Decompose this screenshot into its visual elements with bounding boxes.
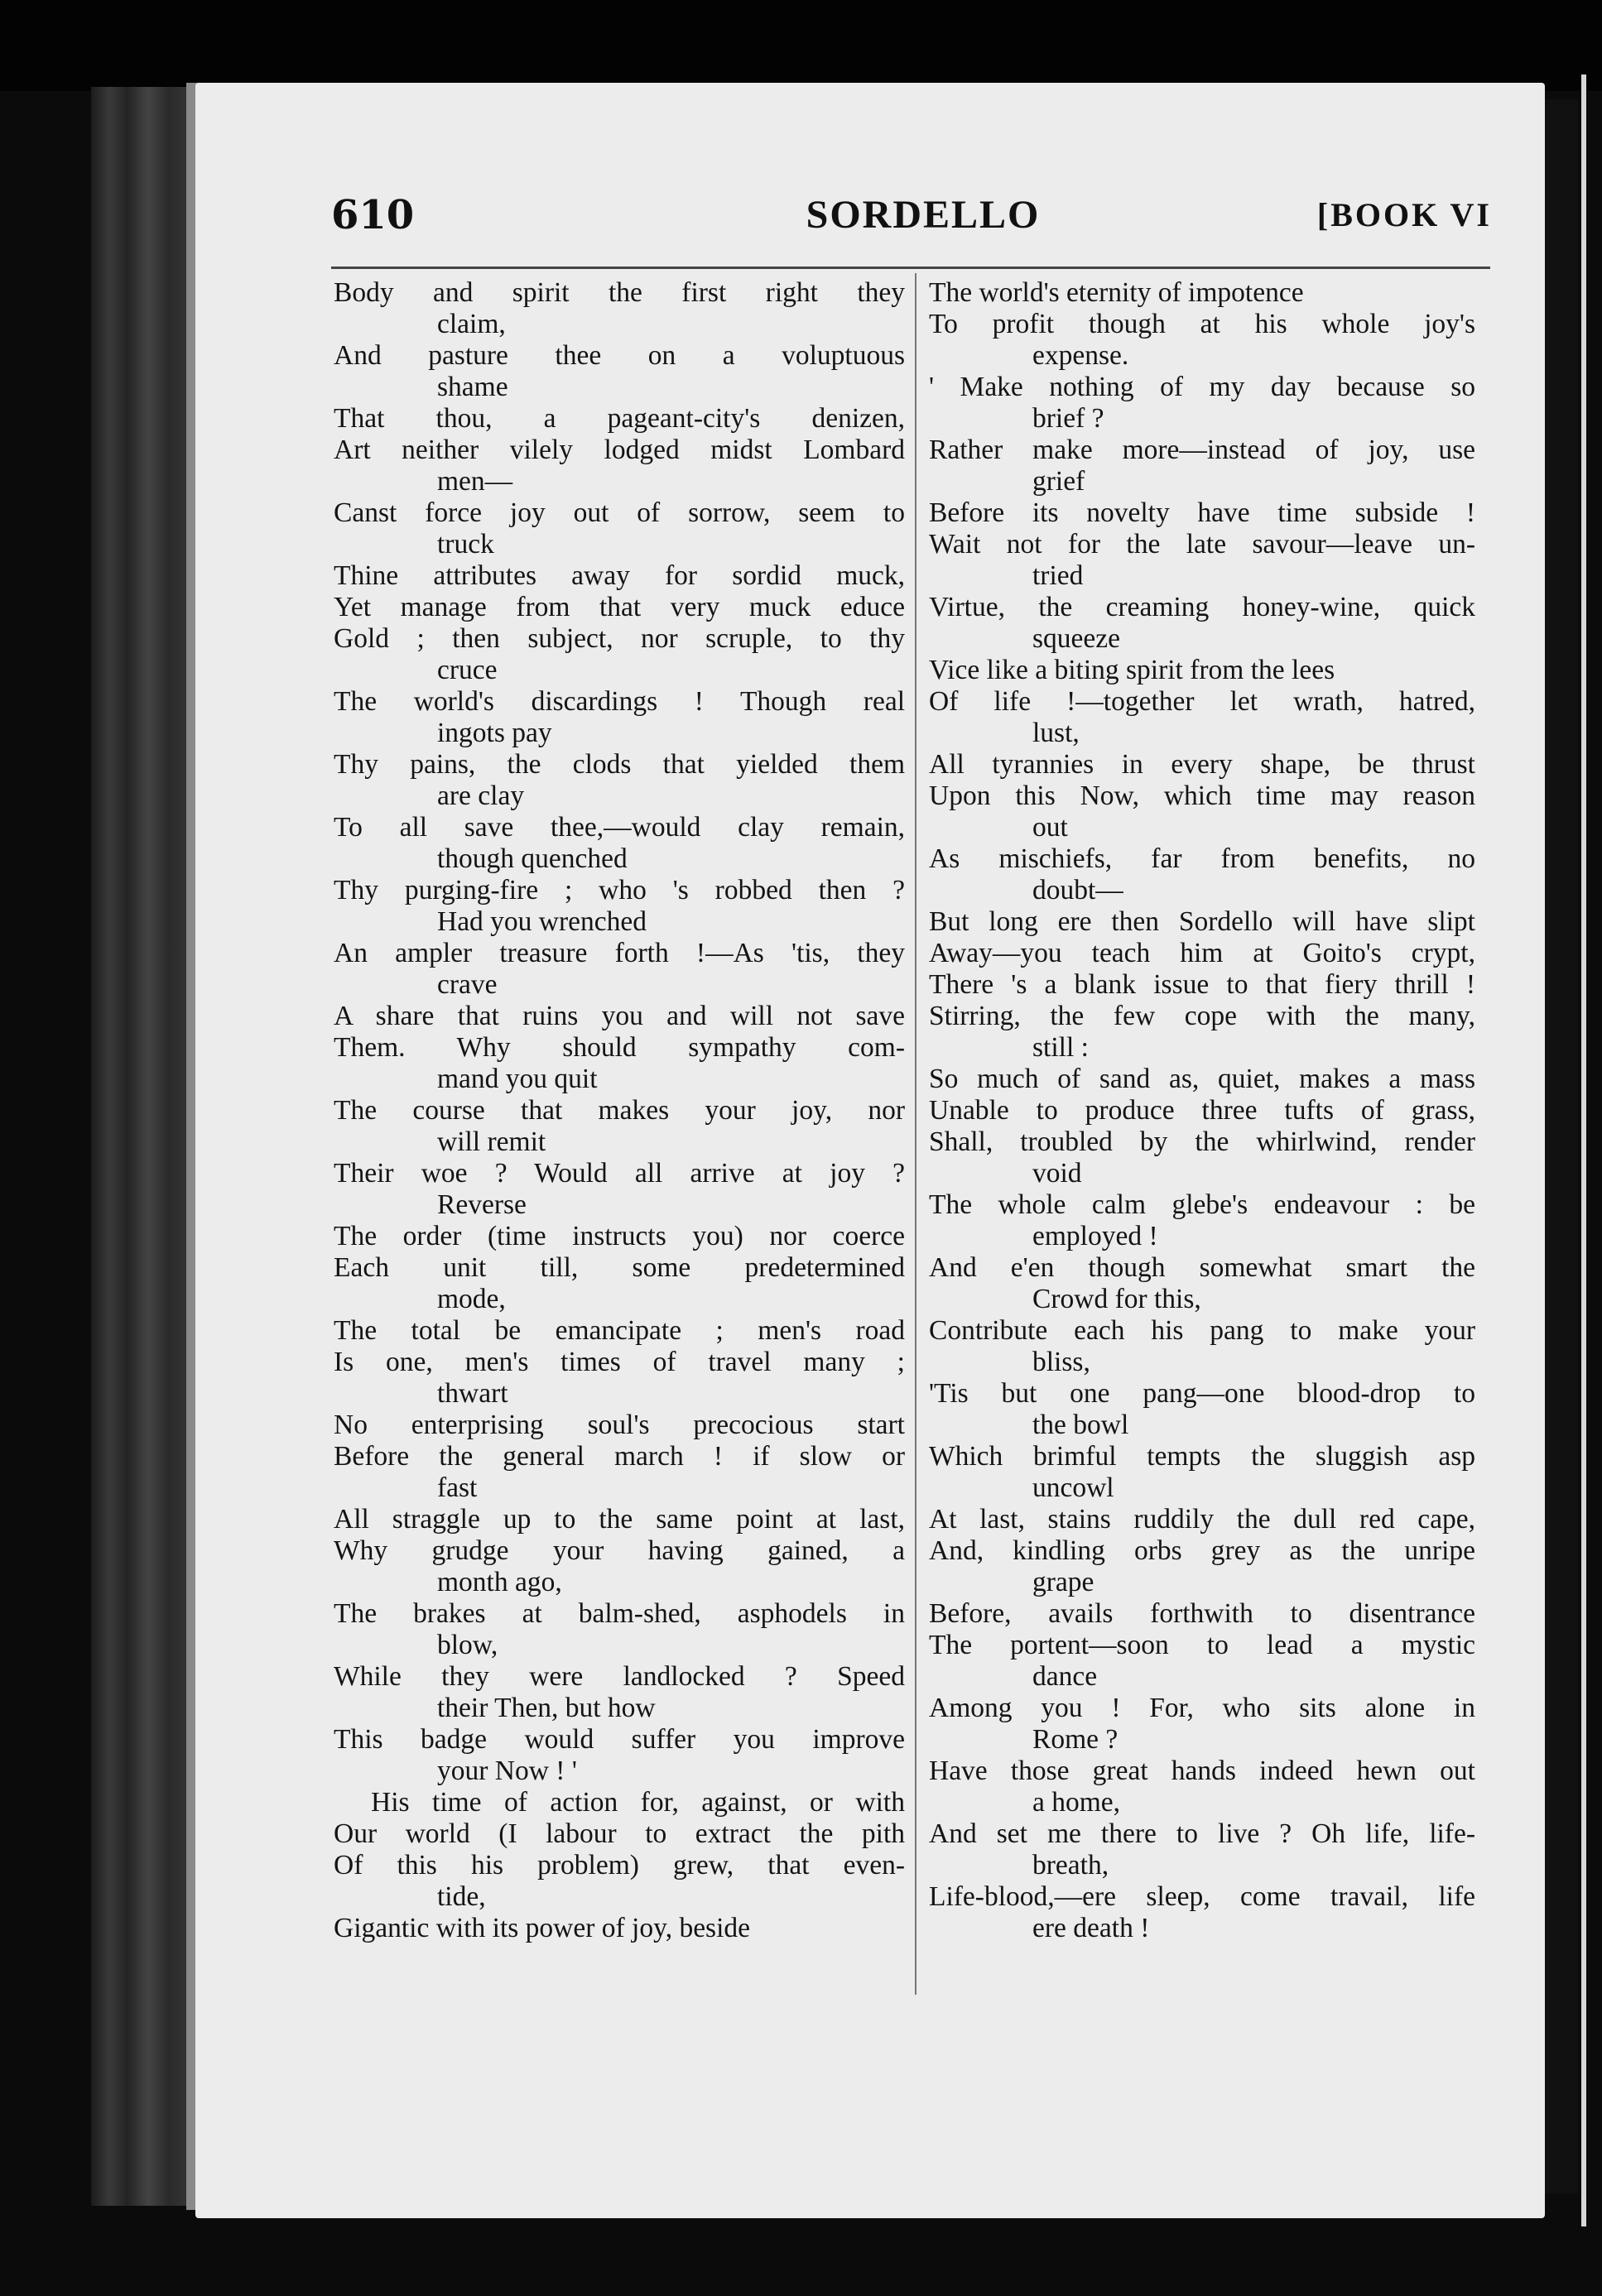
verse-line: Thy purging-fire ; who 's robbed then ? [334,875,905,905]
verse-line: Thine attributes away for sordid muck, [334,560,905,591]
verse-line: The brakes at balm-shed, asphodels in [334,1598,905,1629]
verse-line: blow, [437,1630,498,1660]
verse-line: grape [1032,1567,1094,1597]
verse-line: A share that ruins you and will not save [334,1001,905,1031]
verse-line: The world's discardings ! Though real [334,686,905,717]
verse-line: bliss, [1032,1347,1090,1377]
verse-line: The order (time instructs you) nor coerce [334,1221,905,1251]
left-column [334,277,905,1944]
verse-line: At last, stains ruddily the dull red cape, [929,1504,1475,1535]
verse-line: void [1032,1158,1082,1189]
verse-line: Rome ? [1032,1724,1119,1755]
verse-line: So much of sand as, quiet, makes a mass [929,1064,1475,1094]
verse-line: uncowl [1032,1472,1114,1503]
verse-line: Shall, troubled by the whirlwind, render [929,1126,1475,1157]
verse-line: Have those great hands indeed hewn out [929,1756,1475,1786]
verse-line: The total be emancipate ; men's road [334,1315,905,1346]
verse-line: the bowl [1032,1410,1129,1440]
verse-line: Art neither vilely lodged midst Lombard [334,435,905,465]
verse-line: Canst force joy out of sorrow, seem to [334,497,905,528]
verse-line: men— [437,466,513,497]
verse-line: The whole calm glebe's endeavour : be [929,1189,1475,1220]
verse-line: Virtue, the creaming honey-wine, quick [929,592,1475,622]
verse-line: While they were landlocked ? Speed [334,1661,905,1692]
verse-line: crave [437,969,498,1000]
verse-line: And, kindling orbs grey as the unripe [929,1535,1475,1566]
verse-line: Unable to produce three tufts of grass, [929,1095,1475,1126]
verse-line: Gigantic with its power of joy, beside [334,1913,751,1943]
verse-line: His time of action for, against, or with [371,1787,905,1818]
verse-line: Is one, men's times of travel many ; [334,1347,905,1377]
verse-line: Before, avails forthwith to disentrance [929,1598,1475,1629]
verse-line: though quenched [437,843,628,874]
verse-line: No enterprising soul's precocious start [334,1410,905,1440]
facing-page-shadow [1542,99,1578,2193]
verse-line: Their woe ? Would all arrive at joy ? [334,1158,905,1189]
verse-line: tide, [437,1881,486,1912]
header-rule [331,267,1490,269]
verse-line: ' Make nothing of my day because so [929,372,1475,402]
verse-line: ere death ! [1032,1913,1150,1943]
verse-line: brief ? [1032,403,1104,434]
verse-line: thwart [437,1378,508,1409]
verse-line: cruce [437,655,498,685]
verse-line: Our world (I labour to extract the pith [334,1818,905,1849]
verse-line: Crowd for this, [1032,1284,1201,1314]
page-header [331,192,1515,250]
book-label: [BOOK VI [1316,196,1492,233]
book-spine [91,87,195,2206]
verse-line: Reverse [437,1189,527,1220]
verse-line: The portent—soon to lead a mystic [929,1630,1475,1660]
verse-line: Them. Why should sympathy com- [334,1032,905,1063]
column-divider [915,273,916,1995]
verse-line: breath, [1032,1850,1109,1881]
verse-line: Which brimful tempts the sluggish asp [929,1441,1475,1472]
verse-line: That thou, a pageant-city's denizen, [334,403,905,434]
verse-line: month ago, [437,1567,562,1597]
verse-line: Had you wrenched [437,906,647,937]
verse-line: mode, [437,1284,506,1314]
verse-line: Yet manage from that very muck educe [334,592,905,622]
verse-line: a home, [1032,1787,1121,1818]
facing-page-edge [1581,74,1586,2226]
verse-line: Life-blood,—ere sleep, come travail, life [929,1881,1475,1912]
verse-line: Before the general march ! if slow or [334,1441,905,1472]
verse-line: Among you ! For, who sits alone in [929,1693,1475,1723]
verse-line: And set me there to live ? Oh life, life- [929,1818,1475,1849]
verse-line: To profit though at his whole joy's [929,309,1475,339]
verse-line: truck [437,529,494,560]
verse-line: Vice like a biting spirit from the lees [929,655,1335,685]
verse-line: All tyrannies in every shape, be thrust [929,749,1475,780]
verse-line: As mischiefs, far from benefits, no [929,843,1475,874]
verse-line: ingots pay [437,718,552,748]
verse-line: Why grudge your having gained, a [334,1535,905,1566]
right-column [929,277,1475,1944]
verse-line: are clay [437,781,525,811]
verse-line: expense. [1032,340,1129,371]
scan-background [0,0,1602,91]
verse-line: There 's a blank issue to that fiery thrill ! [929,969,1475,1000]
verse-line: your Now ! ' [437,1756,577,1786]
verse-line: grief [1032,466,1085,497]
verse-line: Body and spirit the first right they [334,277,905,308]
verse-line: dance [1032,1661,1098,1692]
verse-line: This badge would suffer you improve [334,1724,905,1755]
verse-line: Rather make more—instead of joy, use [929,435,1475,465]
verse-line: squeeze [1032,623,1121,654]
verse-line: 'Tis but one pang—one blood-drop to [929,1378,1475,1409]
verse-line: To all save thee,—would clay remain, [334,812,905,843]
verse-line: mand you quit [437,1064,598,1094]
verse-line: doubt— [1032,875,1123,905]
verse-line: Thy pains, the clods that yielded them [334,749,905,780]
verse-line: tried [1032,560,1084,591]
verse-line: And pasture thee on a voluptuous [334,340,905,371]
verse-line: Away—you teach him at Goito's crypt, [929,938,1475,968]
page-number: 610 [331,192,415,238]
verse-line: will remit [437,1126,546,1157]
verse-line: lust, [1032,718,1080,748]
verse-line: fast [437,1472,478,1503]
verse-line: The course that makes your joy, nor [334,1095,905,1126]
verse-line: An ampler treasure forth !—As 'tis, they [334,938,905,968]
verse-line: shame [437,372,508,402]
verse-line: Contribute each his pang to make your [929,1315,1475,1346]
verse-line: out [1032,812,1068,843]
verse-line: Gold ; then subject, nor scruple, to thy [334,623,905,654]
verse-line: Wait not for the late savour—leave un- [929,529,1475,560]
verse-line: Upon this Now, which time may reason [929,781,1475,811]
verse-line: And e'en though somewhat smart the [929,1252,1475,1283]
running-title: SORDELLO [806,193,1041,237]
verse-line: All straggle up to the same point at last, [334,1504,905,1535]
verse-line: Of this his problem) grew, that even- [334,1850,905,1881]
verse-line: But long ere then Sordello will have slipt [929,906,1475,937]
verse-line: Each unit till, some predetermined [334,1252,905,1283]
verse-line: Before its novelty have time subside ! [929,497,1475,528]
verse-line: The world's eternity of impotence [929,277,1304,308]
verse-line: their Then, but how [437,1693,656,1723]
verse-line: Stirring, the few cope with the many, [929,1001,1475,1031]
verse-line: Of life !—together let wrath, hatred, [929,686,1475,717]
verse-line: still : [1032,1032,1089,1063]
verse-line: claim, [437,309,506,339]
verse-line: employed ! [1032,1221,1158,1251]
